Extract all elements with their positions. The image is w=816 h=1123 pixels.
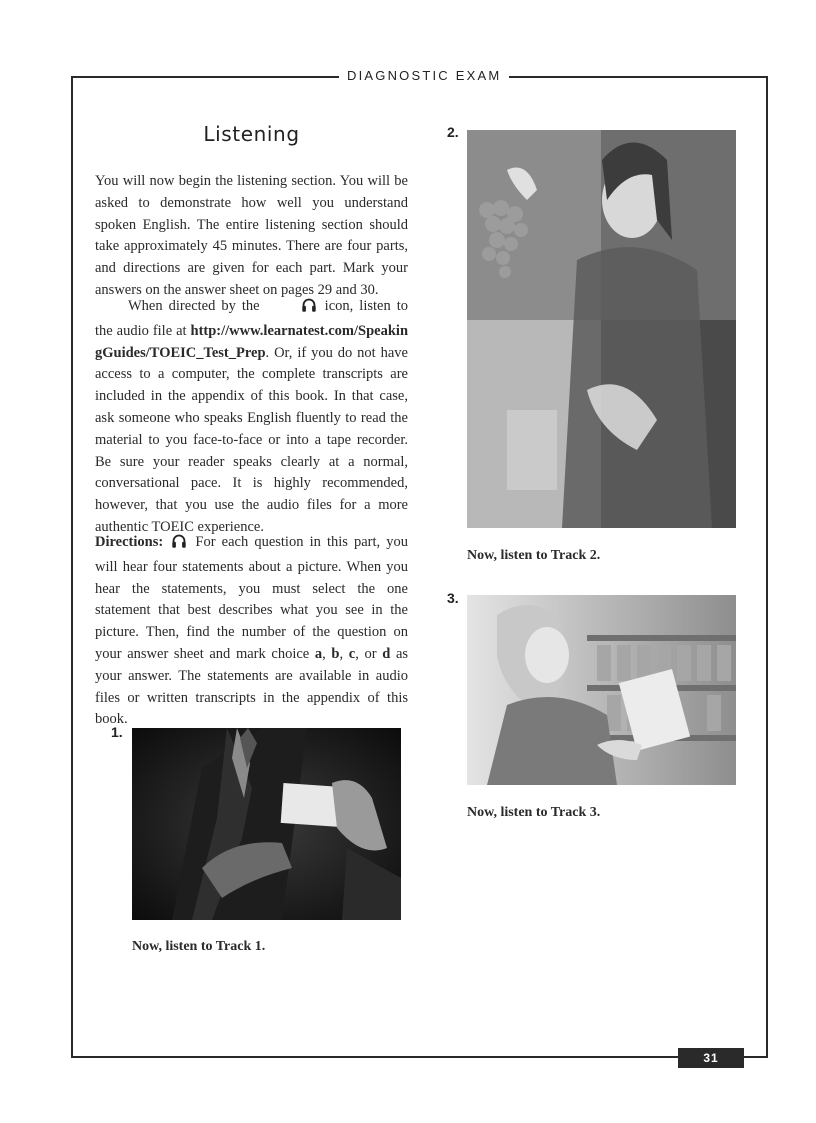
directions-text-pre: For each question in this part, you will hear four statements about a picture. When you hear the statements, you must select the one statement that best describes what you see in the picture. Then, find the number of the question on your answer sheet and mark choice xyxy=(95,534,409,662)
section-title: Listening xyxy=(203,122,300,146)
question-1-photo xyxy=(132,728,401,920)
audio-url-link[interactable]: http://www.learnatest.com/SpeakingGuides/TOEIC_Test_Prep xyxy=(95,322,409,361)
question-3-caption: Now, listen to Track 3. xyxy=(467,805,601,820)
intro-text-2-pre: When directed by the xyxy=(128,298,260,314)
directions-label: Directions: xyxy=(95,534,164,550)
intro-text-1: You will now begin the listening section. You will be asked to demonstrate how well you understand spoken English. The entire listening section should take approximately 45 minutes. There are four parts, and directions are given for each part. Mark your answers on the answer sheet on pages 29 and 30. xyxy=(95,173,408,298)
choice-a: a xyxy=(314,645,323,662)
intro-paragraph-1 xyxy=(95,171,408,302)
choice-b: b xyxy=(331,645,340,662)
question-2-caption: Now, listen to Track 2. xyxy=(467,548,601,563)
separator: , or xyxy=(355,645,377,662)
separator: , xyxy=(322,645,326,662)
question-number-1: 1. xyxy=(111,724,123,740)
page-number: 31 xyxy=(678,1048,744,1068)
separator: , xyxy=(339,645,344,662)
headphones-icon xyxy=(171,533,187,557)
question-number-3: 3. xyxy=(447,590,459,606)
question-1-caption: Now, listen to Track 1. xyxy=(132,939,266,954)
intro-paragraph-2 xyxy=(95,296,408,539)
directions-text-post: as your answer. The statements are available in audio files or written transcripts in the appendix of this book. xyxy=(95,645,409,728)
choice-d: d xyxy=(382,645,391,662)
choice-c: c xyxy=(348,645,356,662)
question-2-photo xyxy=(467,130,736,528)
headphones-icon xyxy=(268,297,317,321)
question-3-photo xyxy=(467,595,736,785)
running-header: DIAGNOSTIC EXAM xyxy=(339,66,509,86)
intro-text-2-mid: icon, listen to the audio file at xyxy=(95,298,409,339)
intro-text-2-post: . Or, if you do not have access to a computer, the complete transcripts are included in the appendix of this book. In that case, ask someone who speaks English fluently to read the material to you face-to-face or into a tape recorder. Be sure your reader speaks clearly at a normal, conversational pace. It is highly recommended, however, that you use the audio files for a more authentic TOEIC experience. xyxy=(95,344,408,535)
question-number-2: 2. xyxy=(447,124,459,140)
directions-paragraph xyxy=(95,532,408,731)
